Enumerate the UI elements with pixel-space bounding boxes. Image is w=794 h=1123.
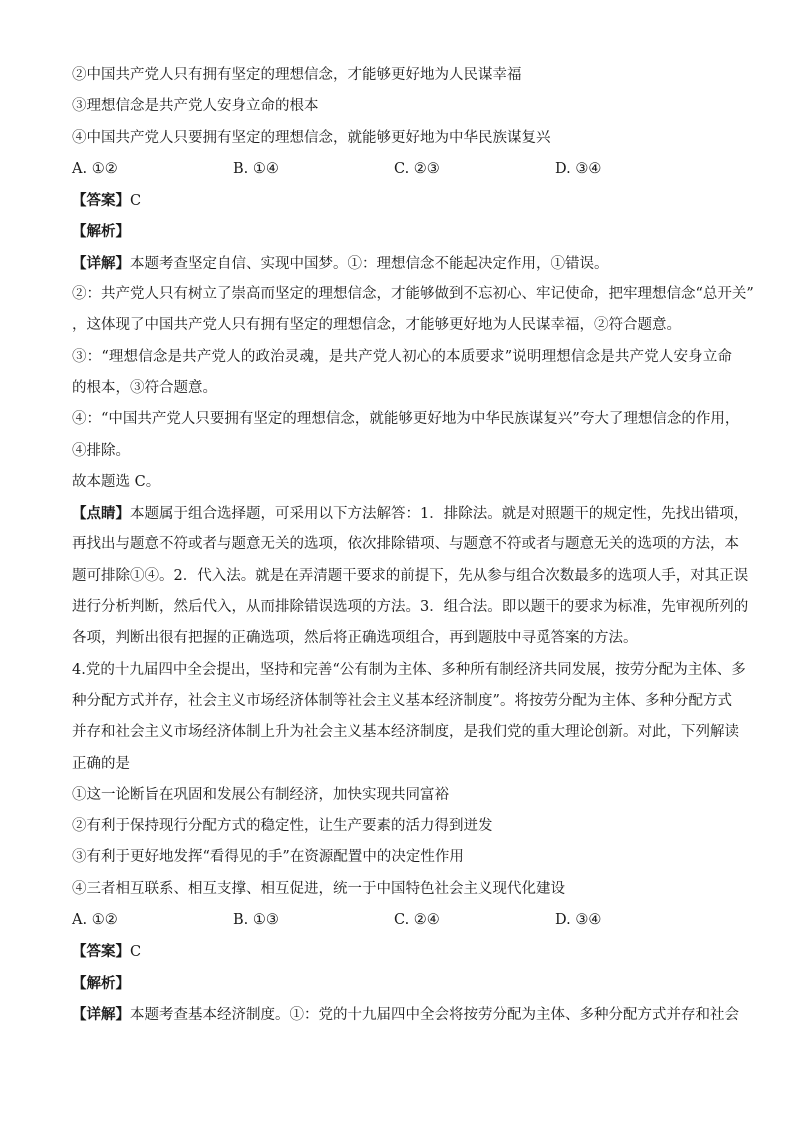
q3-option-d: D. ③④: [555, 160, 602, 177]
q3-detail-line: ④排除。: [72, 442, 130, 459]
q4-option-b: B. ①③: [233, 912, 279, 929]
q4-options: [72, 905, 732, 936]
q3-item-2: ②中国共产党人只有拥有坚定的理想信念，才能够更好地为人民谋幸福: [72, 67, 522, 83]
tip-tag: 【点睛】: [72, 505, 130, 523]
answer-tag: 【答案】: [72, 192, 130, 210]
q3-detail-line: ②：共产党人只有树立了崇高而坚定的理想信念，才能够做到不忘初心、牢记使命，把牢理想信念“总开关”: [72, 286, 754, 303]
answer-value: C: [130, 193, 142, 210]
q4-detail-text: 本题考查基本经济制度。①：党的十九届四中全会将按劳分配为主体、多种分配方式并存和社会: [130, 1006, 739, 1023]
q3-detail-line: 的根本，③符合题意。: [72, 379, 217, 396]
q3-option-c: C. ②③: [394, 160, 440, 177]
q3-tip-line: 进行分析判断，然后代入，从而排除错误选项的方法。3．组合法。即以题干的要求为标准，先审视所列的: [72, 599, 749, 616]
q3-analysis-heading: [72, 216, 732, 247]
q4-stem-line: 4.党的十九届四中全会提出，坚持和完善“公有制为主体、多种所有制经济共同发展，按劳分配为主体、多: [72, 661, 746, 678]
q3-detail-line: ，这体现了中国共产党人只有拥有坚定的理想信念，才能够更好地为人民谋幸福，②符合题意。: [72, 317, 681, 334]
q4-item-3: ③有利于更好地发挥“看得见的手”在资源配置中的决定性作用: [72, 849, 464, 866]
q4-item-4: ④三者相互联系、相互支撑、相互促进，统一于中国特色社会主义现代化建设: [72, 880, 565, 897]
q4-detail-line: [72, 999, 739, 1030]
q4-stem-line: 种分配方式并存，社会主义市场经济体制等社会主义基本经济制度”。将按劳分配为主体、多种分配方式: [72, 692, 732, 709]
q3-tip-text: 本题属于组合选择题，可采用以下方法解答：1．排除法。就是对照题干的规定性，先找出错项，: [130, 506, 749, 523]
q3-tip-line: 各项，判断出很有把握的正确选项，然后将正确选项组合，再到题肢中寻觅答案的方法。: [72, 630, 638, 647]
q4-stem-line: 并存和社会主义市场经济体制上升为社会主义基本经济制度，是我们党的重大理论创新。对此，下列解读: [72, 724, 739, 741]
document-page: [72, 60, 754, 1030]
q3-tip-line: 题可排除①④。2．代入法。就是在弄清题干要求的前提下，先从参与组合次数最多的选项人手，对其正误: [72, 567, 749, 584]
q4-stem-line: 正确的是: [72, 755, 130, 772]
detail-tag: 【详解】: [72, 254, 130, 272]
q3-item-4: ④中国共产党人只要拥有坚定的理想信念，就能够更好地为中华民族谋复兴: [72, 129, 551, 146]
q4-answer: [72, 936, 732, 967]
analysis-tag: 【解析】: [72, 223, 130, 241]
q3-detail-line: [72, 248, 732, 279]
q3-conclusion: 故本题选 C。: [72, 473, 161, 490]
answer-tag: 【答案】: [72, 943, 130, 961]
analysis-tag: 【解析】: [72, 974, 130, 992]
q4-item-2: ②有利于保持现行分配方式的稳定性，让生产要素的活力得到迸发: [72, 818, 493, 835]
q3-detail-text: 本题考查坚定自信、实现中国梦。①：理想信念不能起决定作用，①错误。: [130, 255, 609, 272]
q3-options: [72, 154, 732, 185]
q3-tip-line: [72, 498, 749, 529]
q4-option-d: D. ③④: [555, 912, 602, 929]
q3-option-a: A. ①②: [72, 160, 118, 177]
q4-analysis-heading: [72, 968, 732, 999]
q3-detail-line: ④：“中国共产党人只要拥有坚定的理想信念，就能够更好地为中华民族谋复兴”夸大了理想信念的作用，: [72, 411, 740, 428]
detail-tag: 【详解】: [72, 1005, 130, 1023]
q4-item-1: ①这一论断旨在巩固和发展公有制经济，加快实现共同富裕: [72, 786, 449, 803]
q3-item-3: ③理想信念是共产党人安身立命的根本: [72, 98, 319, 115]
q3-answer: [72, 185, 732, 216]
q3-tip-line: 再找出与题意不符或者与题意无关的选项，依次排除错项、与题意不符或者与题意无关的选项的方法，本: [72, 536, 739, 553]
q4-option-c: C. ②④: [394, 912, 440, 929]
answer-value: C: [130, 944, 142, 961]
q4-option-a: A. ①②: [72, 912, 118, 929]
q3-option-b: B. ①④: [233, 160, 279, 177]
q3-detail-line: ③：“理想信念是共产党人的政治灵魂，是共产党人初心的本质要求”说明理想信念是共产党人安身立命: [72, 348, 732, 365]
